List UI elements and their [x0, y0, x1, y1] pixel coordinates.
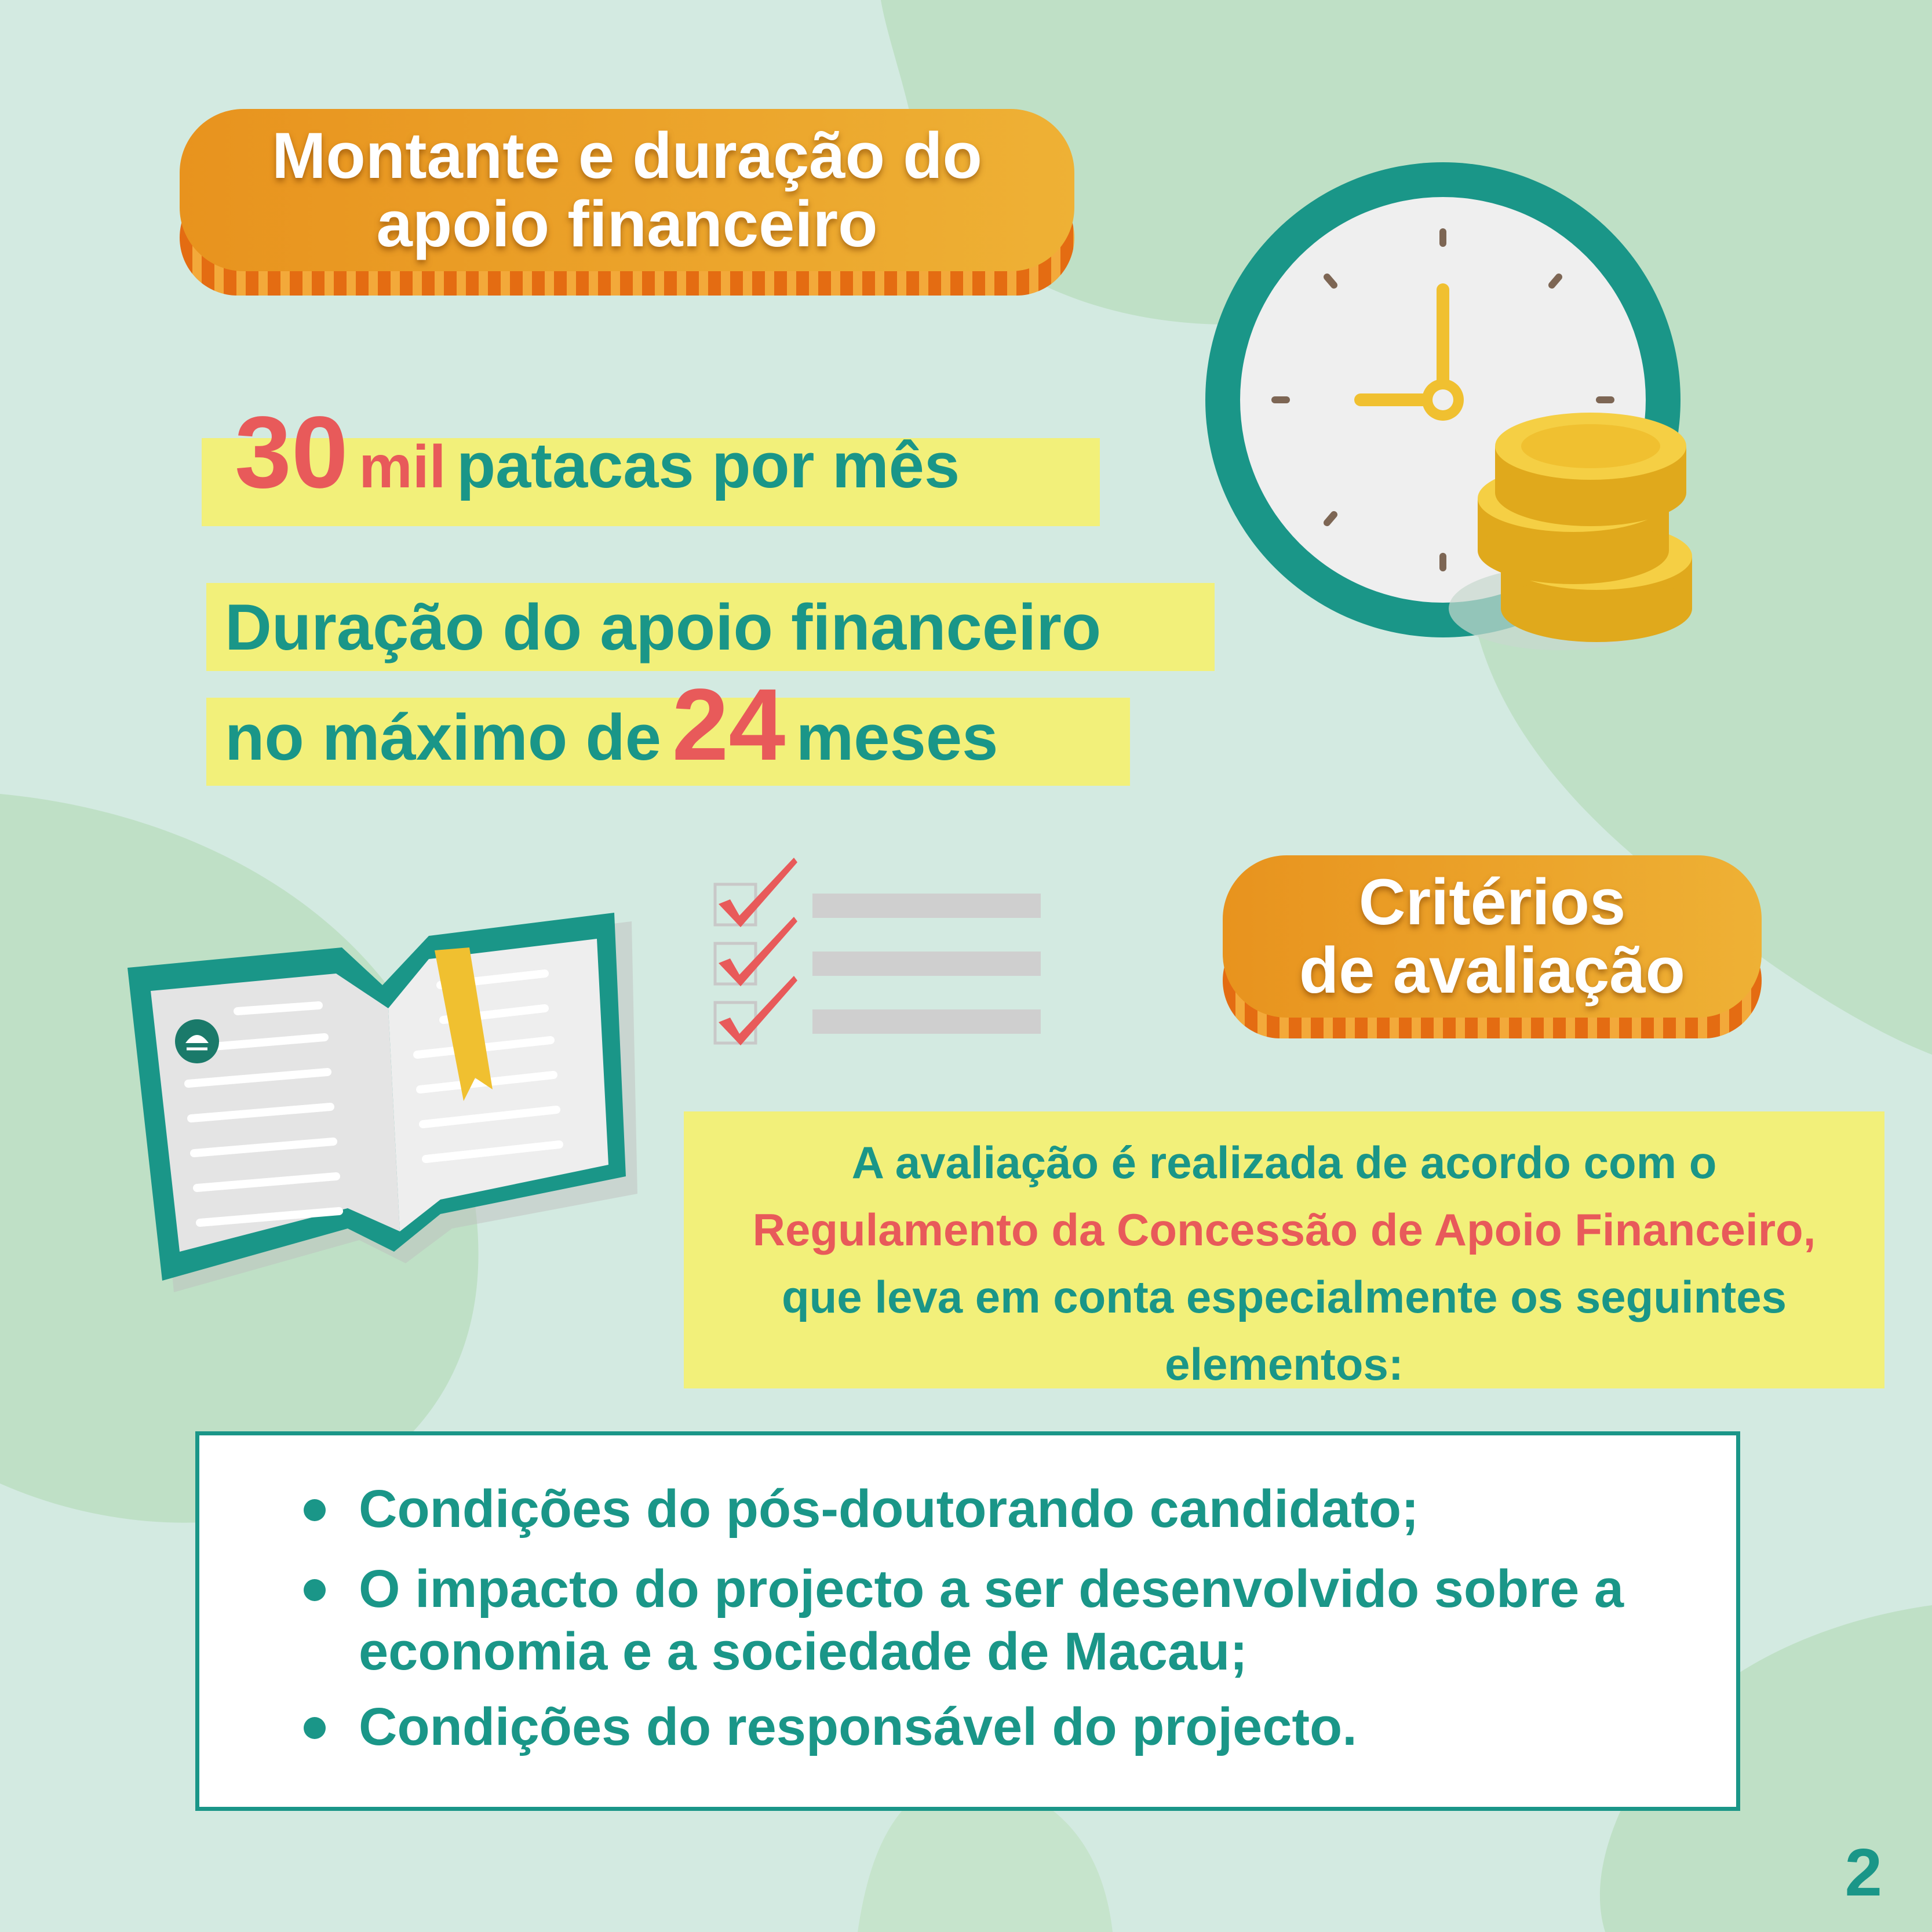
evaluation-regulation: Regulamento da Concessão de Apoio Financeiro,	[752, 1204, 1816, 1255]
criteria-list	[195, 1431, 1740, 1811]
amount-line	[235, 394, 960, 522]
evaluation-line4: elementos:	[1165, 1339, 1404, 1390]
criteria-item-1: Condições do pós-doutorando candidato;	[359, 1479, 1419, 1539]
evaluation-paragraph	[684, 1111, 1884, 1388]
book-icon	[127, 892, 649, 1310]
duration-line1: Duração do apoio financeiro	[225, 591, 1102, 664]
duration-line2	[225, 666, 998, 794]
bullet-icon	[304, 1499, 326, 1521]
logo-icon	[175, 1019, 219, 1063]
section1-title-line1: Montante e duração do	[272, 119, 982, 192]
section2-title-line1: Critérios	[1358, 866, 1626, 939]
clock-coins-illustration	[1194, 162, 1727, 684]
amount-rest: patacas por mês	[456, 430, 960, 501]
amount-number: 30	[235, 396, 348, 509]
section1-title-line2: apoio financeiro	[376, 188, 878, 260]
criteria-item-3: Condições do responsável do projecto.	[359, 1697, 1357, 1756]
checklist-icon	[707, 852, 1055, 1049]
section2-title-line2: de avaliação	[1299, 934, 1686, 1007]
criteria-item-2-line1: O impacto do projecto a ser desenvolvido sobre a	[359, 1559, 1624, 1618]
page-number: 2	[1844, 1835, 1882, 1910]
bullet-icon	[304, 1717, 326, 1739]
bullet-icon	[304, 1579, 326, 1601]
duration-number: 24	[672, 668, 786, 782]
duration-prefix: no máximo de	[225, 701, 662, 774]
evaluation-line1: A avaliação é realizada de acordo com o	[851, 1137, 1717, 1188]
duration-suffix: meses	[796, 701, 998, 774]
evaluation-line3: que leva em conta especialmente os seguintes	[781, 1271, 1787, 1322]
section2-title	[1299, 866, 1686, 1007]
criteria-item-2-line2: economia e a sociedade de Macau;	[359, 1622, 1248, 1681]
section1-title	[272, 119, 982, 260]
amount-unit: mil	[359, 433, 446, 501]
section2-title-pill	[1223, 855, 1762, 1018]
section1-title-pill	[180, 109, 1074, 271]
